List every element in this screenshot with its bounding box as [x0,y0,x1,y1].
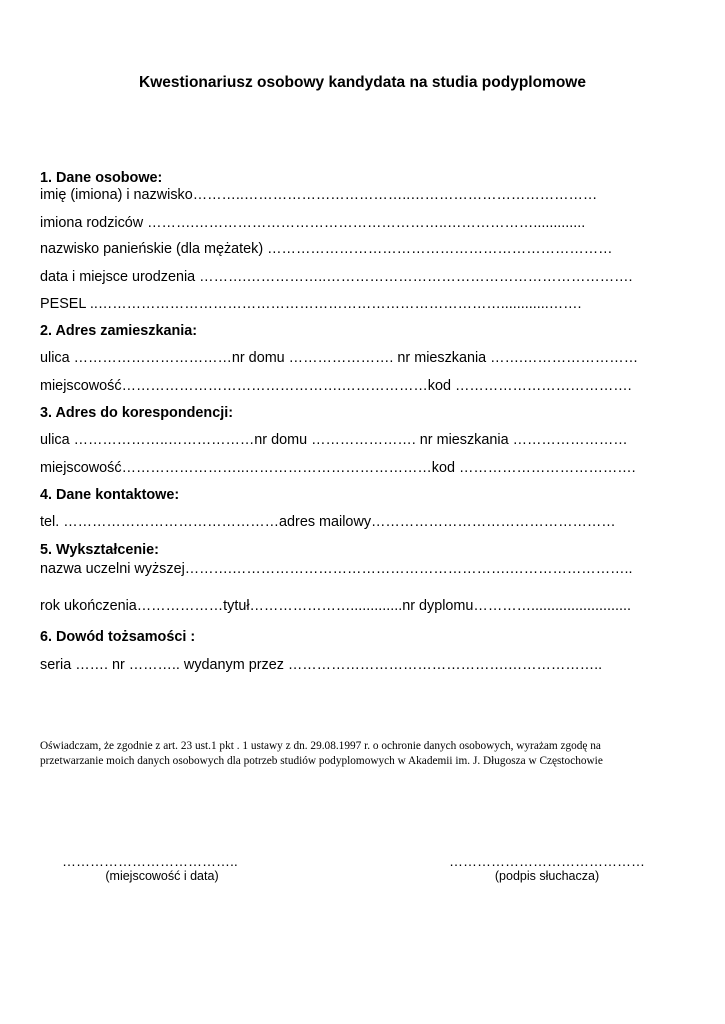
pesel-field: PESEL ..…………………………………………………………………………............……. [40,296,582,312]
full-name-field: imię (imiona) i nazwisko………..……………………………..………………………………… [40,187,598,203]
section-id-document-heading: 6. Dowód tożsamości : [40,629,196,645]
correspondence-city-field: miejscowość……………………..…………………………………kod ………………………………. [40,460,636,476]
university-field: nazwa uczelni wyższej……….………………………………………………….…………………….. [40,561,633,577]
declaration-line-2: przetwarzanie moich danych osobowych dla potrzeb studiów podyplomowych w Akademii im. J. Długosza w Częstochowie [40,755,603,767]
place-date-signature-line: ……………………………….. [62,853,238,869]
section-residence-address-heading: 2. Adres zamieszkania: [40,323,198,339]
id-document-field: seria ……. nr ……….. wydanym przez ……………………………………….……………….. [40,657,603,673]
student-signature-line: …………………………………… [449,853,645,869]
declaration-line-1: Oświadczam, że zgodnie z art. 23 ust.1 pkt . 1 ustawy z dn. 29.08.1997 r. o ochronie danych osobowych, wyrażam zgodę na [40,740,601,752]
place-date-caption: (miejscowość i data) [105,869,219,883]
student-signature-caption: (podpis słuchacza) [494,869,600,883]
parents-names-field: imiona rodziców ……….……………………………………………..………………............. [40,215,586,231]
maiden-name-field: nazwisko panieńskie (dla mężatek) ……………………………………………………………… [40,241,613,257]
residence-street-field: ulica ……………………………nr domu …………………. nr mieszkania …….…………………… [40,350,639,366]
graduation-field: rok ukończenia………………tytuł………………….............nr dyplomu…………......................... [40,598,631,614]
correspondence-street-field: ulica ………………..………………nr domu …………………. nr mieszkania …………………… [40,432,628,448]
section-contact-heading: 4. Dane kontaktowe: [40,487,180,503]
document-title: Kwestionariusz osobowy kandydata na studia podyplomowe [139,74,586,91]
contact-field: tel. ………………………………………adres mailowy…………………………………………… [40,514,616,530]
section-personal-data-heading: 1. Dane osobowe: [40,170,163,186]
section-correspondence-address-heading: 3. Adres do korespondencji: [40,405,233,421]
birth-date-place-field: data i miejsce urodzenia ……….……………..………………………………………………………. [40,269,633,285]
residence-city-field: miejscowość……………………………………….………………kod ………………………………. [40,378,632,394]
section-education-heading: 5. Wykształcenie: [40,542,159,558]
